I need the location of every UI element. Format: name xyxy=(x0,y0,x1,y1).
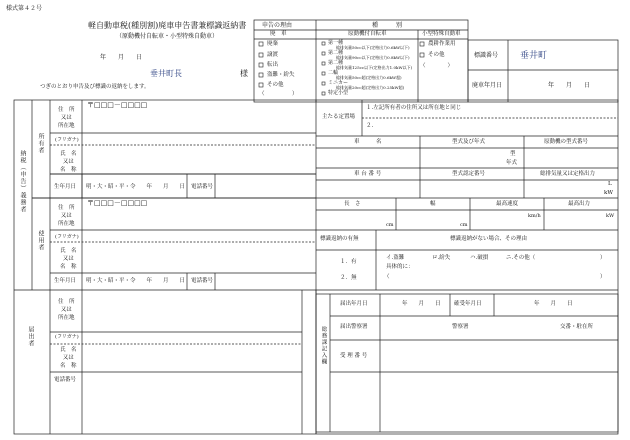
dims-output: 最高出力 xyxy=(568,201,591,207)
filer-address-label: 住 所 又は 所在地 xyxy=(58,299,75,321)
user-birth-label: 生年月日 xyxy=(54,278,77,284)
filer-label: 届出者 xyxy=(27,326,34,347)
user-name-label: 氏 名 又は 名 称 xyxy=(60,248,77,270)
vehicle-header-name: 車 名 xyxy=(354,139,382,145)
return-opt-have[interactable]: １．有 xyxy=(340,259,357,265)
owner-name-label: 氏 名 又は 名 称 xyxy=(60,151,77,173)
moped-item[interactable]: 特定小型 xyxy=(328,90,349,96)
intro-text: つぎのとおり申告及び標識の返納をします。 xyxy=(40,84,150,90)
reason-paren-l: （ xyxy=(384,274,390,280)
unit-kmh: km/h xyxy=(528,213,541,219)
reason-item[interactable]: 転出 xyxy=(267,62,279,68)
reason-loss[interactable]: ロ.紛失 xyxy=(432,255,451,261)
office-side-label: 総務課記入欄 xyxy=(320,326,327,365)
reason-header-sub: 廃 車 xyxy=(270,31,287,37)
owner-birth-label: 生年月日 xyxy=(54,184,77,190)
filer-phone-label: 電話番号 xyxy=(54,377,77,383)
reason-theft[interactable]: イ.盗難 xyxy=(386,255,405,261)
moped-note: 総排気量20cc超(定格出力0.25kW超) xyxy=(336,85,405,90)
vehicle-suffix-type: 型 xyxy=(510,151,516,157)
unit-l: L xyxy=(608,181,612,187)
owner-postal[interactable]: 〒□□□－□□□□ xyxy=(87,101,148,109)
office-police-value: 警察署 xyxy=(452,324,469,330)
reason-other[interactable]: ニ.その他（ xyxy=(506,255,536,261)
no-return-header: 標識返納がない場合、その理由 xyxy=(450,236,528,242)
taxpayer-side-label: 納税（申告）義務者 xyxy=(19,150,26,213)
owner-address-label: 住 所 又は 所在地 xyxy=(58,107,75,129)
honorific: 様 xyxy=(240,69,248,78)
reason-damage[interactable]: ハ.破損 xyxy=(470,255,489,261)
moped-header: 原動機付自転車 xyxy=(348,31,387,37)
reason-paren: （ ） xyxy=(259,91,298,97)
moped-note: 総排気量90cc以下(定格出力0.8kW以下) xyxy=(336,55,410,60)
reason-detail: 具体的に： xyxy=(386,264,414,270)
reason-header: 申告の理由 xyxy=(262,22,293,29)
form-number: 様式第４２号 xyxy=(6,5,43,12)
reason-item[interactable]: その他 xyxy=(267,82,284,88)
abandon-date-label: 廃車年月日 xyxy=(472,82,503,89)
reason-item[interactable]: 廃棄 xyxy=(267,41,279,47)
vehicle-header-displacement: 総排気量又は定格出力 xyxy=(540,171,596,177)
filer-furigana: (フリガナ) xyxy=(55,334,79,340)
office-police-tail: 交番・駐在所 xyxy=(560,324,594,330)
unit-cm: cm xyxy=(460,222,468,228)
reason-other-close: ） xyxy=(600,255,606,261)
date-line: 年 月 日 xyxy=(100,54,143,61)
special-item[interactable]: 農耕作業用 xyxy=(428,41,456,47)
vehicle-header-type: 型式及び年式 xyxy=(452,139,486,145)
moped-note: 総排気量50cc超(定格出力0.6kW超) xyxy=(336,75,402,80)
moped-item[interactable]: 第一種 xyxy=(328,40,344,46)
moped-item[interactable]: 第二種 xyxy=(328,50,344,56)
owner-birth-value[interactable]: 明・大・昭・平・令 年 月 日 xyxy=(86,184,186,190)
abandon-date-value[interactable]: 年 月 日 xyxy=(548,82,591,89)
plate-label: 標識番号 xyxy=(474,52,499,59)
special-item[interactable]: その他 xyxy=(428,52,445,58)
dims-length: 長 さ xyxy=(344,201,361,207)
office-change-date-value[interactable]: 年 月 日 xyxy=(534,301,573,307)
filer-name-label: 氏 名 又は 名 称 xyxy=(60,347,77,369)
vehicle-suffix-year: 年式 xyxy=(506,160,518,166)
user-birth-value[interactable]: 明・大・昭・平・令 年 月 日 xyxy=(86,278,186,284)
user-postal[interactable]: 〒□□□－□□□□ xyxy=(87,199,148,207)
storage-label: 主たる定置場 xyxy=(322,114,356,120)
office-receipt-date-label: 届出年月日 xyxy=(340,301,368,307)
return-opt-none[interactable]: ２．無 xyxy=(340,275,357,281)
plate-value[interactable]: 垂井町 xyxy=(520,51,548,61)
storage-line1[interactable]: １.左記所有者の住所又は所在地と同じ xyxy=(366,105,462,111)
type-header: 種 別 xyxy=(372,22,403,29)
reason-item[interactable]: 譲渡 xyxy=(267,52,279,58)
moped-item[interactable]: ミニカー xyxy=(328,80,349,86)
user-address-label: 住 所 又は 所在地 xyxy=(58,205,75,227)
vehicle-header-chassis: 車 台 番 号 xyxy=(354,171,382,177)
special-header: 小型特殊自動車 xyxy=(422,31,461,37)
special-paren: （ ） xyxy=(420,63,454,69)
storage-line2[interactable]: ２. xyxy=(366,123,374,129)
vehicle-header-cert: 型式認定番号 xyxy=(452,171,486,177)
office-receipt-date-value[interactable]: 年 月 日 xyxy=(402,301,441,307)
moped-note: 総排気量50cc以下(定格出力0.6kW以下) xyxy=(336,45,410,50)
moped-item[interactable]: 二輪 xyxy=(328,70,339,76)
owner-furigana: (フリガナ) xyxy=(55,137,79,143)
return-header: 標識返納の有無 xyxy=(320,236,359,242)
addressee: 垂井町長 xyxy=(150,69,182,78)
office-change-date-label: 確受年月日 xyxy=(454,301,482,307)
moped-item[interactable]: 第二種 xyxy=(328,60,344,66)
user-label: 使用者 xyxy=(37,230,44,251)
form-title: 軽自動車税(種別割)廃車申告書兼標識返納書 xyxy=(88,21,247,30)
unit-kw: kW xyxy=(604,190,613,196)
dims-speed: 最高速度 xyxy=(496,201,519,207)
unit-cm: cm xyxy=(386,222,394,228)
owner-label: 所有者 xyxy=(37,133,44,154)
vehicle-header-engine: 原動機の型式番号 xyxy=(544,139,589,145)
user-phone-label: 電話番号 xyxy=(191,278,214,284)
reason-item[interactable]: 盗難・紛失 xyxy=(267,72,295,78)
moped-note: 総排気量125cc以下(定格出力1.0kW以下) xyxy=(336,65,413,70)
office-police-label: 届出警察署 xyxy=(340,324,368,330)
unit-kw: kW xyxy=(606,213,615,219)
owner-phone-label: 電話番号 xyxy=(191,184,214,190)
user-furigana: (フリガナ) xyxy=(55,234,79,240)
office-accept-label: 受 理 番 号 xyxy=(340,353,368,359)
reason-paren-r: ） xyxy=(600,274,606,280)
dims-width: 幅 xyxy=(430,201,436,207)
form-subtitle: （原動機付自転車・小型特殊自動車） xyxy=(116,33,219,40)
